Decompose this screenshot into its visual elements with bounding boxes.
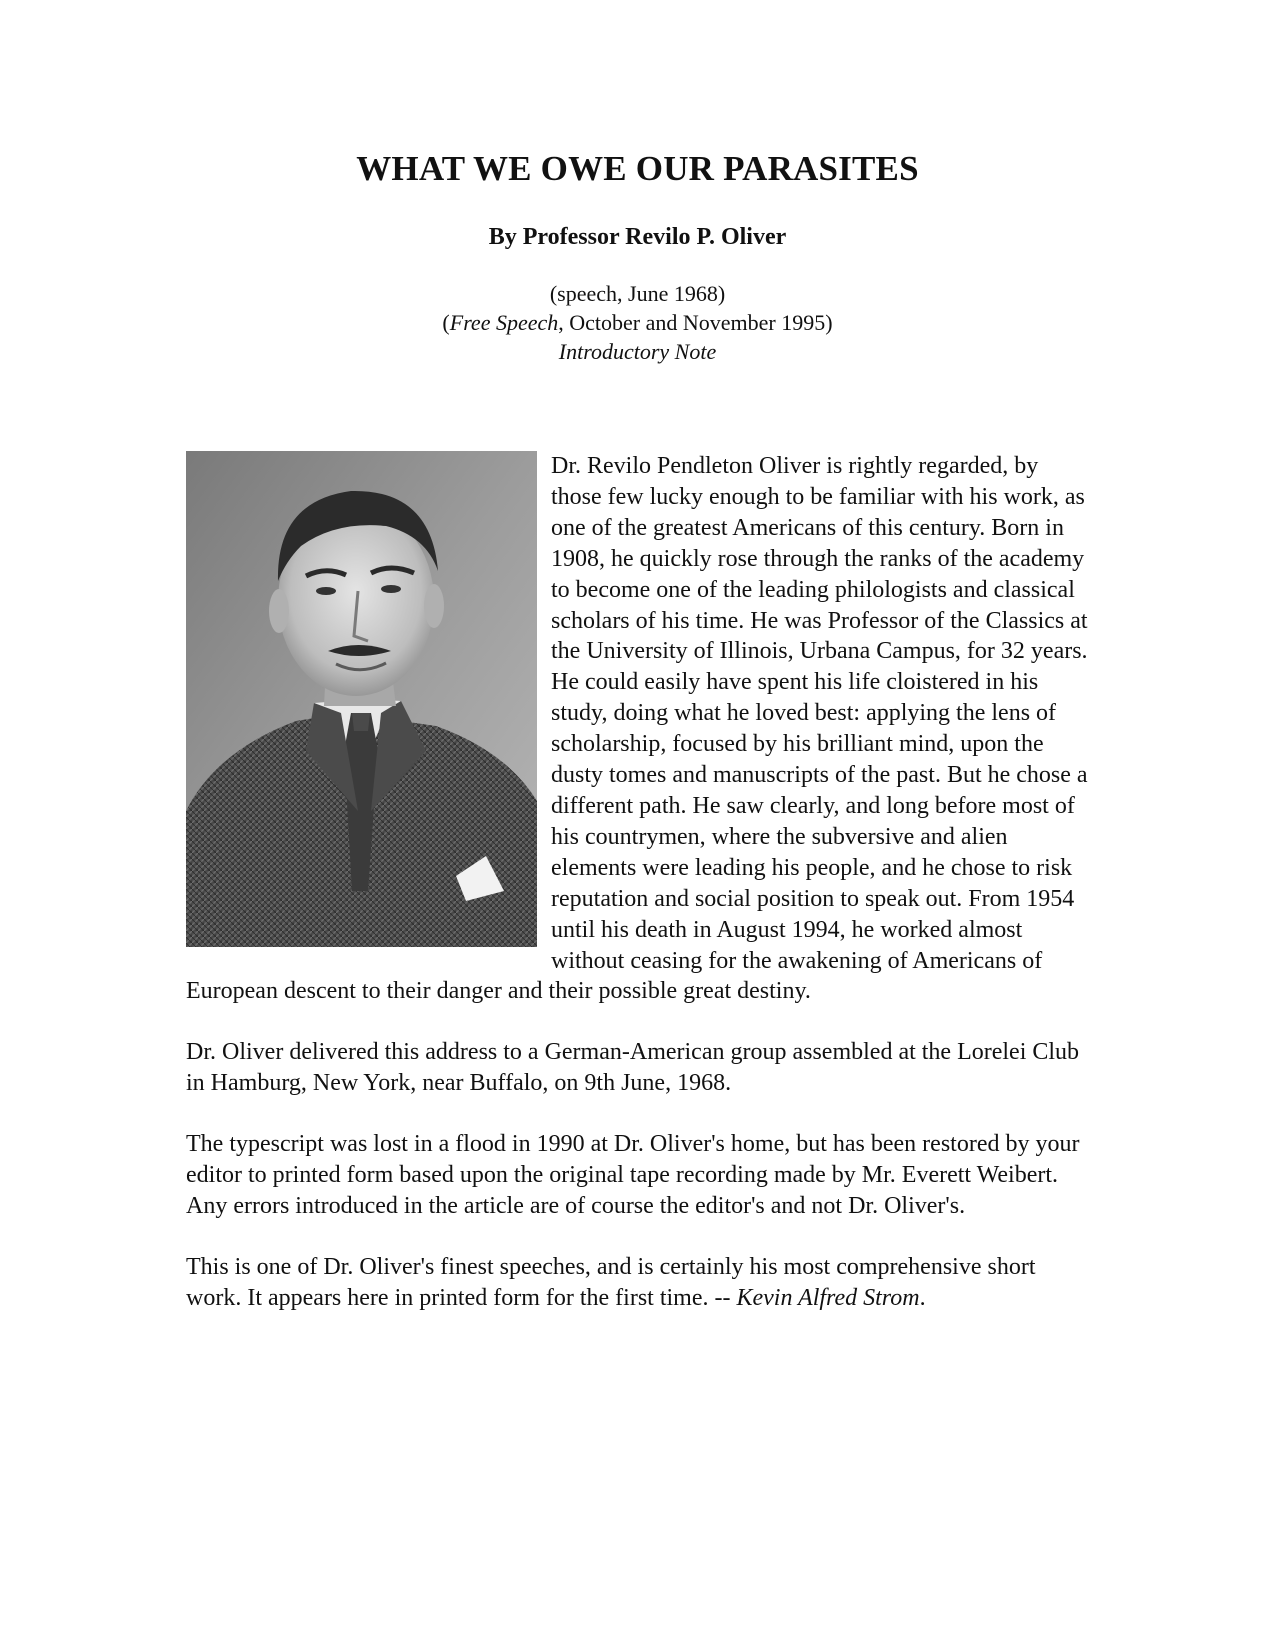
paren-open: ( bbox=[442, 310, 450, 335]
introductory-note-body bbox=[186, 451, 1091, 1344]
introductory-note-heading bbox=[0, 337, 1275, 366]
paragraph-biography: Dr. Revilo Pendleton Oliver is rightly regarded, by those few lucky enough to be familiar with his work, as one of the greatest Americans of this century. Born in 1908, he quickly rose through the ranks of the academy to become one of the leading philologists and classical scholars of his time. He was Professor of the Classics at the University of Illinois, Urbana Campus, for 32 years. He could easily have spent his life cloistered in his study, doing what he loved best: applying the lens of scholarship, focused by his brilliant mind, upon the dusty tomes and manuscripts of the past. But he chose a different path. He saw clearly, and long before most of his countrymen, where the subversive and alien elements were leading his people, and he chose to risk reputation and social position to speak out. From 1954 until his death in August 1994, he worked almost without ceasing for the awakening of Americans of European descent to their danger and their possible great destiny. bbox=[186, 453, 1088, 1005]
paragraph-address-context: Dr. Oliver delivered this address to a German-American group assembled at the Lorelei Club in Hamburg, New York, near Buffalo, on 9th June, 1968. bbox=[186, 1039, 1080, 1097]
document-title: WHAT WE OWE OUR PARASITES bbox=[356, 149, 919, 188]
publication-info bbox=[0, 279, 1275, 366]
author-byline: By Professor Revilo P. Oliver bbox=[488, 224, 787, 250]
publication-dates: , October and November 1995) bbox=[558, 310, 833, 335]
closing-period: . bbox=[919, 1284, 926, 1311]
introductory-note-label: Introductory Note bbox=[558, 339, 717, 364]
closing-note-text: This is one of Dr. Oliver's finest speeches, and is certainly his most comprehensive short work. It appears here in printed form for the first time. -- bbox=[186, 1253, 1036, 1311]
editor-signature: Kevin Alfred Strom bbox=[736, 1284, 920, 1311]
speech-date: (speech, June 1968) bbox=[549, 281, 726, 306]
paragraph-typescript-history: The typescript was lost in a flood in 1990 at Dr. Oliver's home, but has been restored by your editor to printed form based upon the original tape recording made by Mr. Everett Weibert. Any errors introduced in the article are of course the editor's and not Dr. Oliver's. bbox=[186, 1131, 1080, 1219]
publication-name: Free Speech bbox=[449, 310, 559, 335]
publication-source bbox=[0, 308, 1275, 337]
author-portrait bbox=[186, 451, 537, 947]
paragraph-closing-note bbox=[186, 1252, 1091, 1314]
